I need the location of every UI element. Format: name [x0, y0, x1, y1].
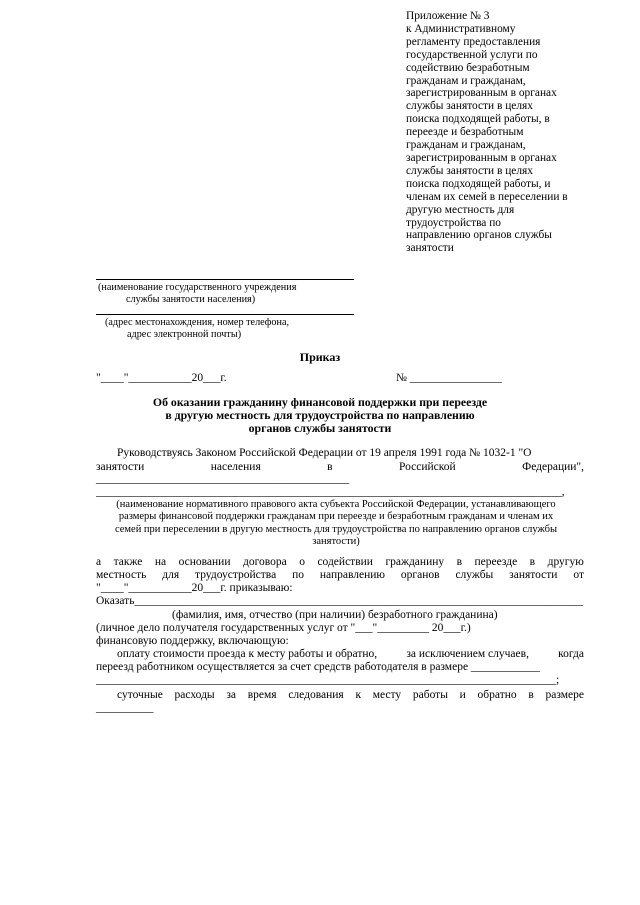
daily-word: к: [355, 689, 362, 701]
appendix-line: содействию безработным: [406, 61, 530, 74]
basis-word: в: [327, 461, 333, 473]
basis-note-line: (наименование нормативного правового акта субъекта Российской Федерации, устанавливающего: [116, 499, 556, 510]
daily-word: за: [226, 689, 237, 701]
recipient-caption: (фамилия, имя, отчество (при наличии) безработного гражданина): [172, 609, 498, 621]
basis-word: населения: [210, 461, 261, 473]
appendix-line: гражданам и гражданам,: [406, 139, 526, 152]
contract-line-justified: [96, 569, 584, 582]
appendix-line: зарегистрированным в органах: [406, 151, 557, 164]
contract-word: по: [292, 569, 304, 581]
contract-word: переезде: [474, 556, 518, 568]
appendix-line: государственной услуги по: [406, 48, 538, 61]
fare-text: за исключением случаев,: [406, 648, 529, 660]
basis-note-line: семей при переселении в другую местность для трудоустройства по направлению органов службы: [114, 523, 558, 535]
contract-date-line[interactable]: "____"___________20___г. приказываю:: [96, 582, 293, 594]
contract-line-justified: [96, 556, 584, 569]
contract-word: от: [573, 569, 584, 581]
org-address-caption: (адрес местонахождения, номер телефона,: [105, 317, 290, 328]
contract-word: в: [529, 556, 536, 568]
appendix-block: [406, 10, 606, 255]
org-address-line[interactable]: [96, 314, 354, 315]
contract-word: для: [162, 569, 180, 581]
order-heading: Приказ: [299, 350, 341, 364]
order-date[interactable]: "____"___________20___г.: [96, 372, 227, 384]
fare-item-justified: [117, 648, 584, 661]
contract-word: направлению: [319, 569, 386, 581]
support-intro: финансовую поддержку, включающую:: [96, 635, 289, 647]
order-title-line: Об оказании гражданину финансовой поддержки при переезде: [152, 395, 488, 409]
appendix-line: службы занятости в целях: [406, 100, 533, 113]
appendix-line: другую местность для: [406, 203, 515, 216]
contract-word: трудоустройства: [195, 569, 277, 581]
contract-word: органов: [400, 569, 440, 581]
appendix-line: Приложение № 3: [406, 10, 490, 22]
appendix-line: к Административному: [406, 22, 516, 35]
contract-word: другую: [547, 556, 584, 568]
org-address-caption: адрес электронной почты): [127, 329, 242, 340]
appendix-line: поиска подходящей работы, в: [406, 113, 550, 126]
order-number[interactable]: № ________________: [396, 372, 502, 384]
contract-word: на: [154, 556, 167, 568]
fare-amount-line[interactable]: переезд работником осуществляется за счет средств работодателя в размере ____________: [96, 661, 540, 673]
appendix-line: гражданам и гражданам,: [406, 74, 526, 87]
basis-note: [86, 499, 586, 549]
appendix-line: направлению органов службы: [406, 229, 552, 242]
daily-word: суточные: [117, 689, 163, 701]
basis-blank-line[interactable]: ____________________________________________: [96, 473, 349, 485]
order-title-line: органов службы занятости: [248, 421, 392, 435]
appendix-line: переезде и безработным: [406, 126, 524, 139]
appendix-line: занятости: [406, 242, 454, 255]
order-title: [96, 396, 544, 435]
personal-file-line[interactable]: (личное дело получателя государственных услуг от "___"_________ 20___г.): [96, 622, 471, 634]
fare-text: когда: [558, 648, 584, 660]
contract-word: основании: [178, 556, 231, 568]
fare-blank-line[interactable]: ________________________________________________________________________________;: [96, 674, 560, 686]
contract-word: также: [113, 556, 143, 568]
basis-note-line: размеры финансовой поддержки гражданам при переезде и безработным гражданам и членам их: [118, 511, 554, 523]
contract-word: договора: [242, 556, 287, 568]
daily-word: размере: [545, 689, 584, 701]
daily-item-justified: [117, 689, 584, 702]
basis-line: Руководствуясь Законом Российской Федерации от 19 апреля 1991 года № 1032-1 "О: [117, 447, 532, 459]
basis-blank-line[interactable]: _________________________________________________________________________________,: [96, 486, 565, 498]
appendix-line: трудоустройства по: [406, 216, 502, 229]
basis-word: занятости: [96, 461, 145, 473]
contract-word: местность: [96, 569, 147, 581]
basis-word: Российской: [399, 461, 456, 473]
daily-word: работы: [412, 689, 448, 701]
appendix-line: службы занятости в целях: [406, 164, 533, 177]
basis-word: Федерации",: [522, 461, 584, 473]
grant-recipient-line[interactable]: Оказать______________________________________________________________________________: [96, 595, 583, 607]
contract-word: о: [299, 556, 305, 568]
contract-word: содействии: [317, 556, 373, 568]
daily-word: обратно: [477, 689, 517, 701]
appendix-line: регламенту предоставления: [406, 35, 541, 48]
order-title-line: в другую местность для трудоустройства по направлению: [165, 408, 475, 422]
daily-word: месту: [372, 689, 402, 701]
daily-word: в: [528, 689, 534, 701]
appendix-line: поиска подходящей работы, и: [406, 177, 551, 190]
daily-word: расходы: [174, 689, 215, 701]
fare-text: оплату стоимости проезда к месту работы и обратно,: [117, 648, 378, 660]
contract-word: в: [456, 556, 463, 568]
daily-amount-blank[interactable]: __________: [96, 702, 154, 714]
org-name-line[interactable]: [96, 279, 354, 280]
contract-word: службы: [455, 569, 494, 581]
basis-note-line: занятости): [312, 536, 360, 548]
contract-word: гражданину: [385, 556, 445, 568]
daily-word: время: [247, 689, 277, 701]
org-name-caption: службы занятости населения): [126, 294, 256, 305]
daily-word: следования: [288, 689, 344, 701]
org-name-caption: (наименование государственного учреждения: [98, 282, 297, 293]
daily-word: и: [459, 689, 466, 701]
contract-word: а: [96, 556, 102, 568]
appendix-line: зарегистрированным в органах: [406, 87, 557, 100]
contract-word: занятости: [509, 569, 558, 581]
appendix-line: членам их семей в переселении в: [406, 190, 568, 203]
